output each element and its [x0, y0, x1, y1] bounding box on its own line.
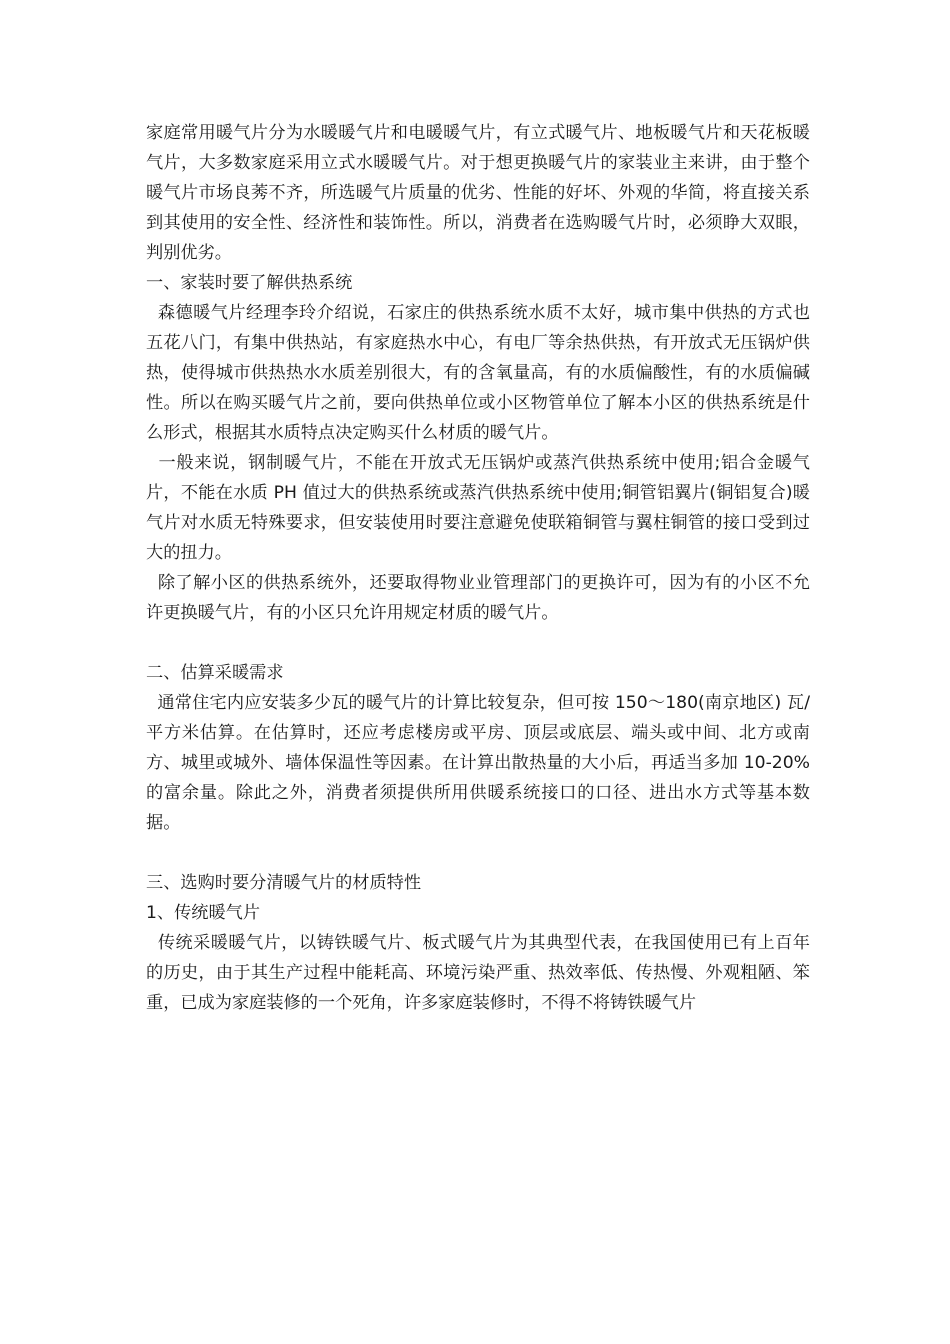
- section-1-heading: 一、家装时要了解供热系统: [146, 273, 353, 293]
- section-1-paragraph-2: 一般来说，钢制暖气片，不能在开放式无压锅炉或蒸汽供热系统中使用;铝合金暖气片，不能在水质 PH 值过大的供热系统或蒸汽供热系统中使用;铜管铝翼片(铜铝复合)暖气片对水质无特殊要求，但安装使用时要注意避免使联箱铜管与翼柱铜管的接口受到过大的扭力。: [146, 453, 810, 563]
- section-3-heading: 三、选购时要分清暖气片的材质特性: [146, 873, 422, 893]
- section-3-paragraph-1: 传统采暖暖气片，以铸铁暖气片、板式暖气片为其典型代表，在我国使用已有上百年的历史，由于其生产过程中能耗高、环境污染严重、热效率低、传热慢、外观粗陋、笨重，已成为家庭装修的一个死角，许多家庭装修时，不得不将铸铁暖气片: [146, 933, 810, 1013]
- section-1-paragraph-3: 除了解小区的供热系统外，还要取得物业业管理部门的更换许可，因为有的小区不允许更换暖气片，有的小区只允许用规定材质的暖气片。: [146, 573, 810, 623]
- section-3-subheading: 1、传统暖气片: [146, 903, 261, 923]
- section-1-paragraph-1: 森德暖气片经理李玲介绍说，石家庄的供热系统水质不太好，城市集中供热的方式也五花八门，有集中供热站，有家庭热水中心，有电厂等余热供热，有开放式无压锅炉供热，使得城市供热热水水质差别很大，有的含氧量高，有的水质偏酸性，有的水质偏碱性。所以在购买暖气片之前，要向供热单位或小区物管单位了解本小区的供热系统是什么形式，根据其水质特点决定购买什么材质的暖气片。: [146, 303, 810, 443]
- section-2-heading: 二、估算采暖需求: [146, 663, 284, 683]
- document-body: [146, 118, 810, 1018]
- paragraph-gap: [146, 628, 810, 658]
- intro-paragraph: 家庭常用暖气片分为水暖暖气片和电暖暖气片，有立式暖气片、地板暖气片和天花板暖气片，大多数家庭采用立式水暖暖气片。对于想更换暖气片的家装业主来讲，由于整个暖气片市场良莠不齐，所选暖气片质量的优劣、性能的好坏、外观的华简，将直接关系到其使用的安全性、经济性和装饰性。所以，消费者在选购暖气片时，必须睁大双眼，判别优劣。: [146, 123, 810, 263]
- section-2-paragraph-1: 通常住宅内应安装多少瓦的暖气片的计算比较复杂，但可按 150～180(南京地区) 瓦/平方米估算。在估算时，还应考虑楼房或平房、顶层或底层、端头或中间、北方或南方、城里或城外、墙体保温性等因素。在计算出散热量的大小后，再适当多加 10-20%的富余量。除此之外，消费者须提供所用供暖系统接口的口径、进出水方式等基本数据。: [146, 693, 810, 833]
- paragraph-gap: [146, 838, 810, 868]
